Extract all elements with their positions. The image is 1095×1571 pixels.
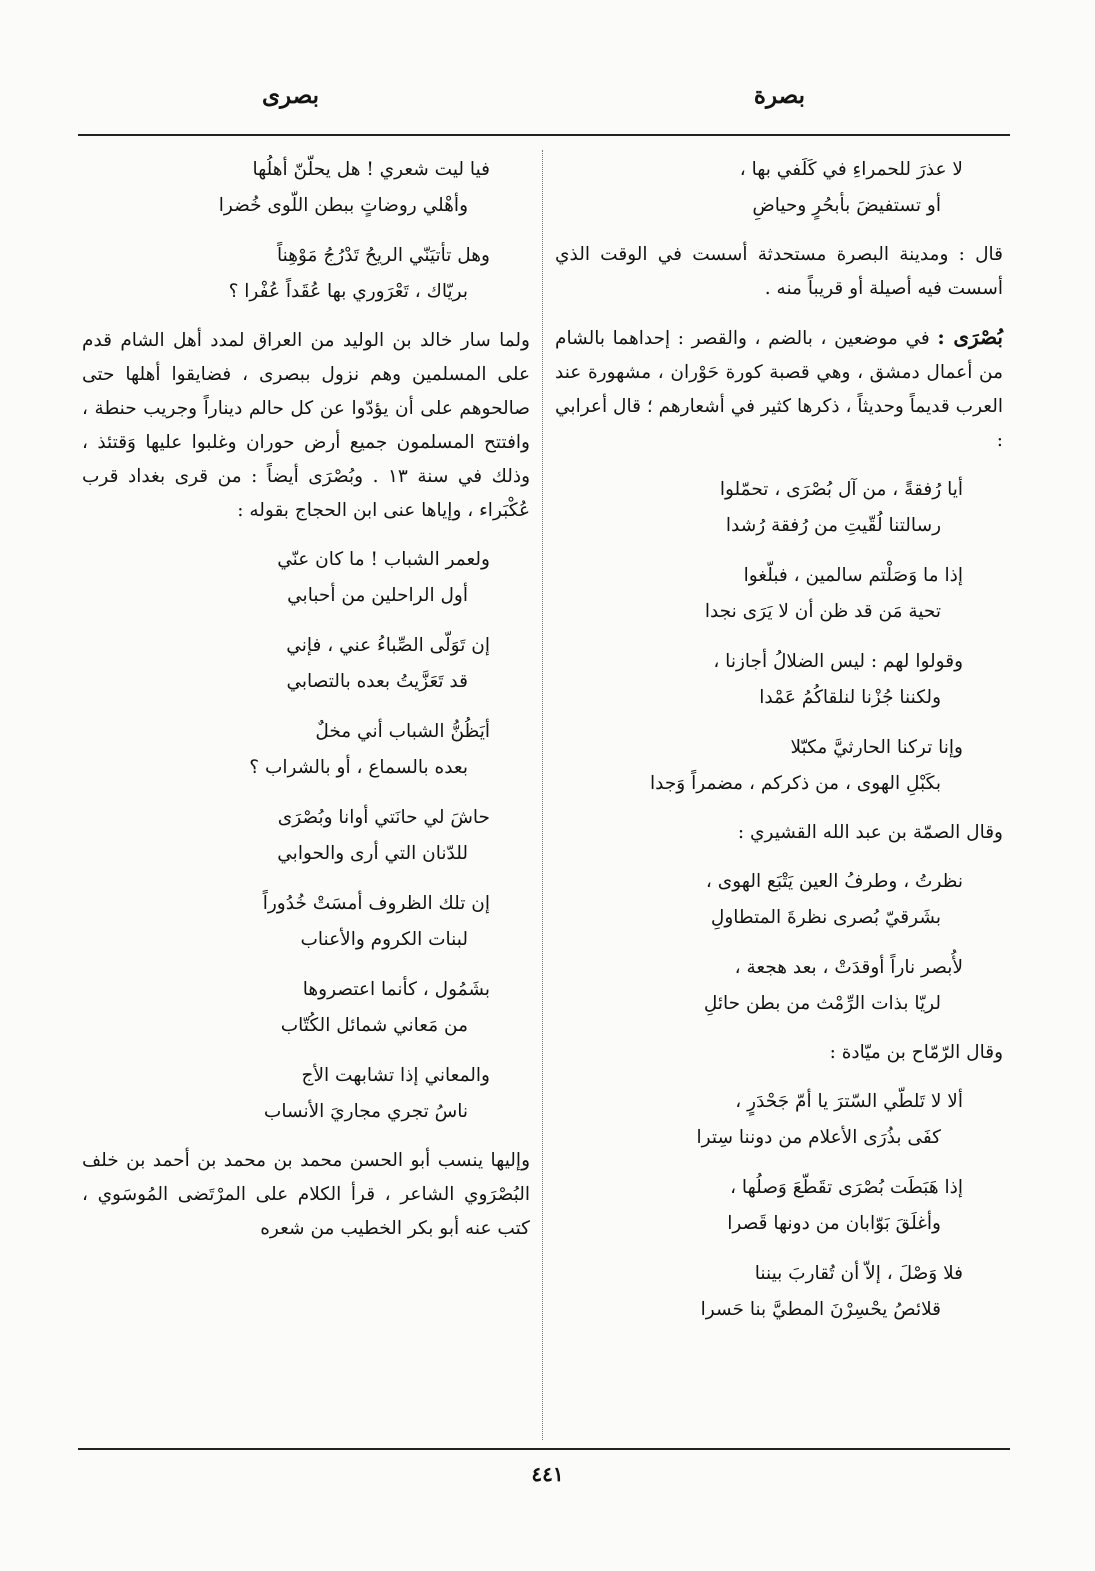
verse-couplet — [102, 800, 490, 872]
left-column — [82, 152, 530, 1260]
verse-hemistich: أول الراحلين من أحبابي — [287, 585, 468, 606]
verse-hemistich: قد تَعَزَّيتُ بعده بالتصابي — [286, 671, 468, 692]
paragraph-text: في موضعين ، بالضم ، والقصر : إحداهما بالشام من أعمال دمشق ، وهي قصبة كورة حَوْران ، مشهورة عند العرب قديماً وحديثاً ، ذكرها كثير في أشعارهم ؛ قال أعرابي : — [555, 328, 1003, 451]
verse-couplet — [102, 1058, 490, 1130]
paragraph-text: وقال الرّمّاح بن ميّادة : — [829, 1042, 1003, 1063]
verse-couplet — [575, 472, 963, 544]
verse-hemistich: ولعمر الشباب ! ما كان عنّي — [277, 549, 490, 570]
verse-hemistich: بريّاك ، تَعْرَوري بها عُقَداً عُفْرا ؟ — [228, 281, 468, 302]
verse-hemistich: فلا وَصْلَ ، إلاّ أن تُقاربَ بيننا — [754, 1263, 963, 1284]
verse-couplet — [102, 972, 490, 1044]
verse-couplet — [102, 542, 490, 614]
prose-paragraph — [555, 238, 1003, 306]
verse-couplet — [575, 1170, 963, 1242]
verse-hemistich: وأغلَقَ بَوّابان من دونها قَصرا — [727, 1213, 941, 1234]
verse-hemistich: والمعاني إذا تشابهت الأج — [301, 1065, 490, 1086]
paragraph-text: قال : ومدينة البصرة مستحدثة أسست في الوقت الذي أسست فيه أصيلة أو قريباً منه . — [555, 244, 1003, 299]
prose-paragraph — [555, 1036, 1003, 1070]
verse-hemistich: أيا رُفقةً ، من آل بُصْرَى ، تحمّلوا — [719, 479, 963, 500]
prose-paragraph — [555, 320, 1003, 458]
prose-paragraph — [555, 816, 1003, 850]
verse-couplet — [575, 730, 963, 802]
verse-hemistich: أيَظُنُّ الشباب أني مخلٌ — [315, 721, 490, 742]
verse-hemistich: أو تستفيضَ بأبحُرٍ وحياضِ — [752, 195, 941, 216]
prose-paragraph — [82, 324, 530, 528]
verse-couplet — [102, 886, 490, 958]
entry-headword: بُصْرَى : — [937, 325, 1003, 349]
verse-hemistich: نظرتُ ، وطرفُ العين يَتْبَع الهوى ، — [705, 871, 963, 892]
verse-hemistich: بشَرقيّ بُصرى نظرةَ المتطاولِ — [710, 907, 941, 928]
prose-paragraph — [82, 1144, 530, 1246]
verse-hemistich: إن تلك الظروف أمسَتْ خُدُوراً — [262, 893, 490, 914]
verse-hemistich: رسالتنا لُقّيتِ من رُفقة رُشدا — [725, 515, 941, 536]
verse-couplet — [102, 238, 490, 310]
paragraph-text: وقال الصمّة بن عبد الله القشيري : — [737, 822, 1003, 843]
verse-couplet — [575, 864, 963, 936]
verse-hemistich: للدّنان التي أرى والحوابي — [277, 843, 468, 864]
verse-couplet — [575, 644, 963, 716]
verse-couplet — [102, 628, 490, 700]
verse-hemistich: ألا لا تَلطّي السّترَ يا أمّ جَحْدَرٍ ، — [735, 1091, 963, 1112]
footer-rule — [78, 1448, 1010, 1450]
verse-hemistich: حاشَ لي حانَتي أوانا وبُصْرَى — [277, 807, 490, 828]
verse-hemistich: وقولوا لهم : ليس الضلالُ أجازنا ، — [713, 651, 963, 672]
verse-couplet — [575, 1256, 963, 1328]
verse-couplet — [575, 1084, 963, 1156]
verse-hemistich: وأهْلي روضاتٍ ببطن اللّوى خُضرا — [218, 195, 468, 216]
paragraph-text: وإليها ينسب أبو الحسن محمد بن محمد بن أحمد بن خلف البُصْرَوي الشاعر ، قرأ الكلام على المرْتَضى المُوسَوي ، كتب عنه أبو بكر الخطيب من شعره — [82, 1150, 530, 1239]
verse-couplet — [575, 152, 963, 224]
paragraph-text: ولما سار خالد بن الوليد من العراق لمدد أهل الشام قدم على المسلمين وهم نزول ببصرى ، فضايقوا أهلها حتى صالحوهم على أن يؤدّوا عن كل حالم ديناراً وجريب حنطة ، وافتتح المسلمون جميع أرض حوران وغلبوا عليها وَقتئذ ، وذلك في سنة ١٣ . وبُصْرَى أيضاً : من قرى بغداد قرب عُكْبَراء ، وإياها عنى ابن الحجاج بقوله : — [82, 330, 530, 521]
header-rule — [78, 134, 1010, 136]
verse-couplet — [575, 558, 963, 630]
verse-hemistich: تحية مَن قد ظن أن لا يَرَى نجدا — [704, 601, 941, 622]
verse-couplet — [575, 950, 963, 1022]
right-column — [555, 152, 1003, 1342]
column-divider — [542, 150, 543, 1440]
verse-hemistich: وهل تأتيَنّي الريحُ تَدْرُجُ مَوْهِناً — [277, 245, 490, 266]
verse-hemistich: لبنات الكروم والأعناب — [300, 929, 468, 950]
verse-hemistich: لا عذرَ للحمراءِ في كَلَفي بها ، — [739, 159, 963, 180]
verse-couplet — [102, 152, 490, 224]
verse-hemistich: بعده بالسماع ، أو بالشراب ؟ — [249, 757, 468, 778]
verse-hemistich: إذا ما وَصَلْتم سالمين ، فبلّغوا — [743, 565, 963, 586]
verse-hemistich: كفَى بذُرَى الأعلام من دوننا سِترا — [696, 1127, 941, 1148]
running-header-right: بصرة — [753, 82, 805, 109]
page-number: ٤٤١ — [531, 1462, 564, 1486]
verse-couplet — [102, 714, 490, 786]
verse-hemistich: ناسُ تجري مجاريَ الأنساب — [263, 1101, 468, 1122]
verse-hemistich: لريّا بذات الرِّمْث من بطن حائلِ — [703, 993, 941, 1014]
verse-hemistich: إن تَوَلّى الصِّباءُ عني ، فإني — [286, 635, 490, 656]
verse-hemistich: قلائصُ يحْسِرْنَ المطيَّ بنا حَسرا — [700, 1299, 941, 1320]
verse-hemistich: ولكننا جُزْنا لنلقاكُمُ عَمْدا — [759, 687, 941, 708]
verse-hemistich: لأُبصر ناراً أوقدَتْ ، بعد هجعة ، — [734, 957, 963, 978]
verse-hemistich: إذا هَبَطَت بُصْرَى تقَطّعَ وَصلُها ، — [730, 1177, 963, 1198]
verse-hemistich: من مَعاني شمائل الكُتّاب — [280, 1015, 468, 1036]
verse-hemistich: بكَبْلِ الهوى ، من ذكركم ، مضمراً وَجدا — [650, 773, 941, 794]
verse-hemistich: بشَمُول ، كأنما اعتصروها — [302, 979, 490, 1000]
verse-hemistich: فيا ليت شعري ! هل يحلّنّ أهلُها — [252, 159, 490, 180]
verse-hemistich: وإنا تركنا الحارثيَّ مكبّلا — [790, 737, 963, 758]
running-header-left: بصرى — [262, 82, 320, 109]
